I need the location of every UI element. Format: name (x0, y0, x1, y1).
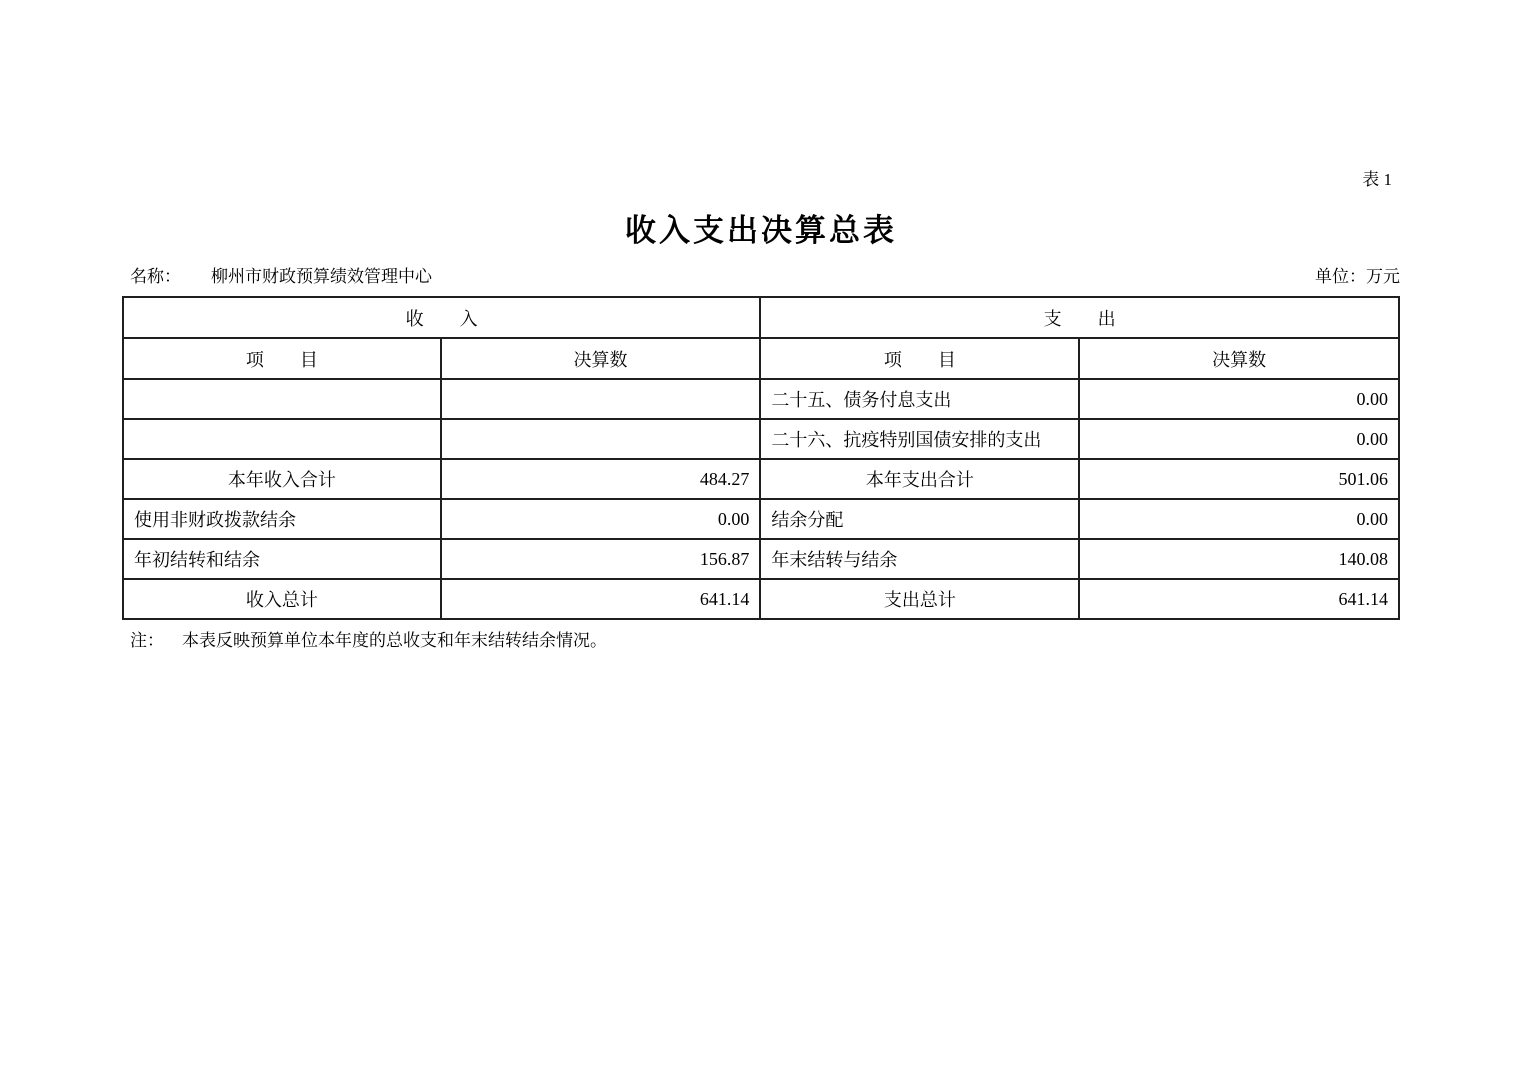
table-row (123, 379, 1399, 419)
expense-section-header: 支 出 (760, 297, 1399, 338)
expense-item-cell: 支出总计 (760, 579, 1079, 619)
unit-label: 单位：万元 (1315, 267, 1400, 286)
income-item-cell: 年初结转和结余 (123, 539, 441, 579)
expense-amount-cell: 0.00 (1079, 499, 1399, 539)
footnote (122, 629, 1400, 653)
expense-item-cell: 二十六、抗疫特别国债安排的支出 (760, 419, 1079, 459)
budget-summary-table (122, 296, 1400, 620)
income-amount-cell (441, 419, 761, 459)
income-amount-cell: 0.00 (441, 499, 761, 539)
income-item-column-header: 项 目 (123, 338, 441, 379)
expense-amount-column-header: 决算数 (1079, 338, 1399, 379)
meta-row (122, 266, 1400, 288)
income-amount-cell: 641.14 (441, 579, 761, 619)
expense-item-cell: 本年支出合计 (760, 459, 1079, 499)
expense-amount-cell: 0.00 (1079, 379, 1399, 419)
income-item-cell (123, 419, 441, 459)
income-item-cell: 本年收入合计 (123, 459, 441, 499)
document-content (122, 0, 1400, 653)
entity-name-value: 柳州市财政预算绩效管理中心 (211, 267, 432, 286)
entity-name-label: 名称： (130, 267, 181, 286)
table-row-grand-totals (123, 579, 1399, 619)
section-header-row (123, 297, 1399, 338)
income-item-cell (123, 379, 441, 419)
income-amount-cell: 156.87 (441, 539, 761, 579)
expense-amount-cell: 501.06 (1079, 459, 1399, 499)
table-row-totals-current-year (123, 459, 1399, 499)
footnote-label: 注： (130, 631, 164, 650)
column-header-row (123, 338, 1399, 379)
expense-amount-cell: 641.14 (1079, 579, 1399, 619)
expense-item-cell: 结余分配 (760, 499, 1079, 539)
entity-name (130, 266, 432, 288)
table-row (123, 499, 1399, 539)
table-row (123, 419, 1399, 459)
footnote-text: 本表反映预算单位本年度的总收支和年末结转结余情况。 (182, 631, 607, 650)
expense-item-cell: 二十五、债务付息支出 (760, 379, 1079, 419)
income-item-cell: 收入总计 (123, 579, 441, 619)
expense-item-column-header: 项 目 (760, 338, 1079, 379)
expense-amount-cell: 140.08 (1079, 539, 1399, 579)
table-number-label: 表 1 (1362, 170, 1392, 189)
expense-amount-cell: 0.00 (1079, 419, 1399, 459)
income-section-header: 收 入 (123, 297, 760, 338)
page-title: 收入支出决算总表 (625, 213, 897, 248)
expense-item-cell: 年末结转与结余 (760, 539, 1079, 579)
table-row (123, 539, 1399, 579)
income-item-cell: 使用非财政拨款结余 (123, 499, 441, 539)
income-amount-column-header: 决算数 (441, 338, 761, 379)
income-amount-cell: 484.27 (441, 459, 761, 499)
income-amount-cell (441, 379, 761, 419)
